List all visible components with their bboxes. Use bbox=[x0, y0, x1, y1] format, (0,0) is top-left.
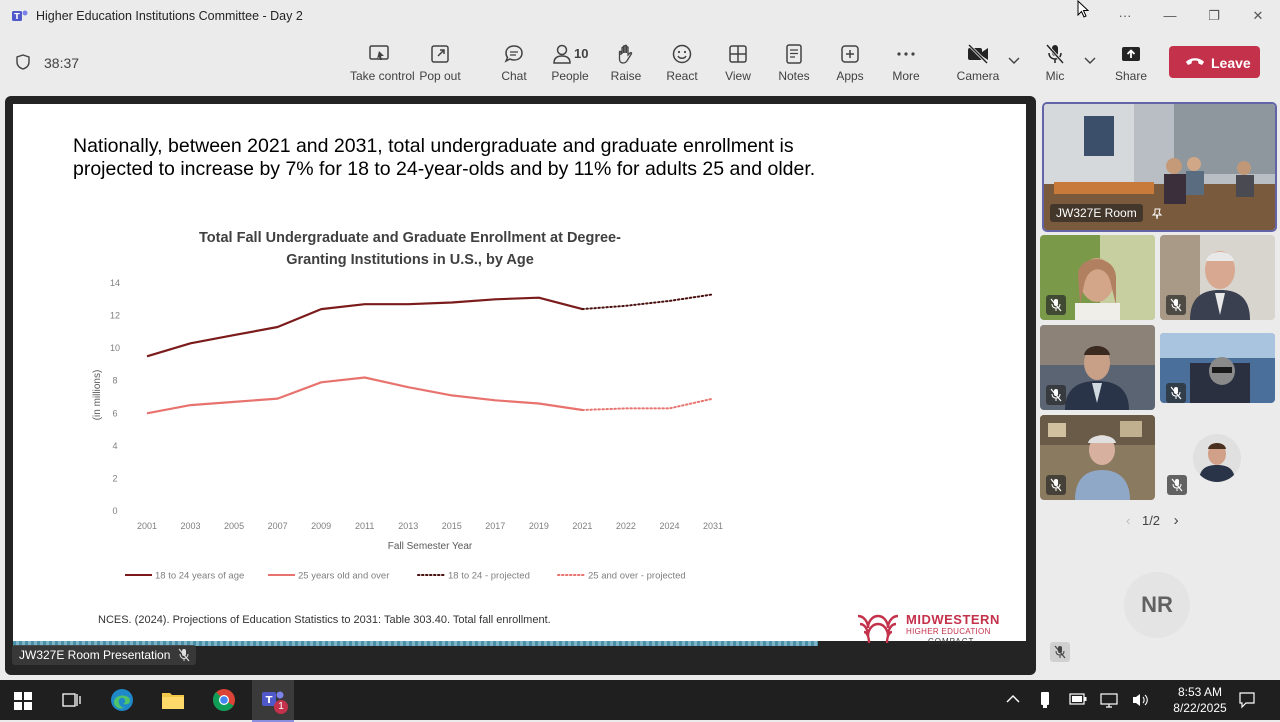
notes-button[interactable] bbox=[766, 40, 822, 90]
room-tile-label: JW327E Room bbox=[1050, 204, 1143, 222]
y-tick-label: 2 bbox=[112, 473, 118, 484]
muted-indicator bbox=[1046, 475, 1066, 495]
muted-indicator bbox=[1046, 295, 1066, 315]
usb-device-icon[interactable] bbox=[1040, 691, 1050, 709]
chrome-browser-icon[interactable] bbox=[212, 688, 236, 712]
network-icon[interactable] bbox=[1100, 692, 1118, 708]
raise-label: Raise bbox=[610, 69, 642, 83]
mic-off-icon bbox=[1046, 475, 1066, 495]
notes-label: Notes bbox=[778, 69, 810, 83]
x-tick-label: 2019 bbox=[528, 521, 549, 531]
chevron-left-icon[interactable]: ‹ bbox=[1126, 513, 1131, 528]
gallery-pager bbox=[1126, 512, 1179, 529]
slide-citation: NCES. (2024). Projections of Education Statistics to 2031: Table 303.40. Total fall enrollment. bbox=[98, 614, 551, 626]
share-icon bbox=[1120, 43, 1142, 65]
apps-label: Apps bbox=[836, 69, 864, 83]
people-count: 10 bbox=[574, 46, 589, 61]
react-button[interactable] bbox=[654, 40, 710, 90]
x-tick-label: 2021 bbox=[572, 521, 593, 531]
more-button[interactable] bbox=[878, 40, 934, 90]
participant-tile[interactable] bbox=[1040, 325, 1155, 410]
mic-off-icon bbox=[1046, 295, 1066, 315]
x-tick-label: 2013 bbox=[398, 521, 419, 531]
leave-button[interactable] bbox=[1169, 46, 1260, 78]
y-tick-label: 12 bbox=[109, 310, 121, 321]
logo-text-midwestern: MIDWESTERN bbox=[906, 612, 1000, 627]
view-label: View bbox=[725, 69, 751, 83]
notification-badge: 1 bbox=[274, 700, 288, 714]
clock-date: 8/22/2025 bbox=[1173, 701, 1227, 715]
volume-icon[interactable] bbox=[1131, 692, 1149, 708]
x-axis-label: Fall Semester Year bbox=[387, 541, 473, 552]
react-icon bbox=[671, 43, 693, 65]
pager-text: 1/2 bbox=[1141, 513, 1161, 528]
task-view-icon[interactable] bbox=[62, 691, 82, 709]
legend-label: 25 and over - projected bbox=[588, 570, 686, 582]
teams-logo-icon bbox=[12, 9, 28, 23]
minimize-button[interactable]: — bbox=[1163, 8, 1177, 23]
muted-indicator bbox=[1046, 385, 1066, 405]
view-grid-icon bbox=[727, 43, 749, 65]
apps-plus-icon bbox=[839, 43, 861, 65]
x-tick-label: 2015 bbox=[441, 521, 462, 531]
series-line-1 bbox=[147, 298, 582, 357]
clock-time: 8:53 AM bbox=[1177, 685, 1223, 699]
view-button[interactable] bbox=[710, 40, 766, 90]
system-clock[interactable] bbox=[1160, 684, 1240, 716]
phone-hangup-icon bbox=[1185, 56, 1205, 68]
shield-icon bbox=[16, 54, 30, 70]
legend-label: 18 to 24 - projected bbox=[448, 570, 530, 582]
people-icon bbox=[552, 43, 572, 65]
x-tick-label: 2017 bbox=[485, 521, 506, 531]
leave-label: Leave bbox=[1211, 55, 1251, 71]
y-tick-label: 4 bbox=[112, 440, 118, 451]
notification-center-icon[interactable] bbox=[1238, 691, 1256, 709]
teams-taskbar-button[interactable] bbox=[252, 680, 294, 722]
chart-title-line-2: Granting Institutions in U.S., by Age bbox=[286, 252, 534, 268]
legend-label: 18 to 24 years of age bbox=[155, 570, 245, 582]
enrollment-line-chart bbox=[70, 220, 770, 620]
y-axis-label: (in millions) bbox=[92, 369, 103, 421]
participant-tile-room[interactable] bbox=[1042, 102, 1277, 232]
x-tick-label: 2024 bbox=[659, 521, 680, 531]
pop-out-label: Pop out bbox=[419, 69, 461, 83]
close-button[interactable]: ✕ bbox=[1252, 8, 1264, 23]
participant-tile[interactable] bbox=[1160, 235, 1275, 320]
chat-icon bbox=[503, 43, 525, 65]
chevron-up-icon[interactable] bbox=[1006, 694, 1020, 704]
more-dots-icon bbox=[895, 43, 917, 65]
y-tick-label: 0 bbox=[112, 506, 118, 516]
midwestern-compact-logo-icon bbox=[856, 612, 900, 646]
x-tick-label: 2005 bbox=[224, 521, 245, 531]
logo-text-compact: COMPACT bbox=[928, 637, 975, 646]
pin-icon bbox=[1151, 208, 1163, 220]
take-control-button[interactable] bbox=[350, 40, 415, 90]
logo-text-higher-education: HIGHER EDUCATION bbox=[906, 627, 991, 636]
notes-icon bbox=[783, 43, 805, 65]
svg-text:T: T bbox=[265, 695, 273, 706]
share-button[interactable] bbox=[1103, 40, 1159, 90]
y-tick-label: 8 bbox=[112, 375, 118, 386]
headline-line-2: projected to increase by 7% for 18 to 24-year-olds and by 11% for adults 25 and older. bbox=[73, 158, 816, 180]
presenter-label bbox=[12, 645, 196, 665]
raise-hand-button[interactable] bbox=[598, 40, 654, 90]
people-button[interactable] bbox=[542, 40, 598, 90]
camera-button[interactable] bbox=[950, 40, 1006, 90]
people-label: People bbox=[551, 69, 589, 83]
x-tick-label: 2001 bbox=[136, 521, 158, 531]
mic-off-icon bbox=[178, 648, 190, 662]
participant-tile[interactable] bbox=[1160, 333, 1275, 403]
camera-label: Camera bbox=[956, 69, 1000, 83]
x-tick-label: 2031 bbox=[702, 521, 724, 531]
mic-button[interactable] bbox=[1027, 40, 1083, 90]
raise-hand-icon bbox=[615, 43, 637, 65]
take-control-label: Take control bbox=[350, 69, 415, 83]
svg-text:T: T bbox=[14, 12, 20, 21]
meeting-timer: 38:37 bbox=[44, 55, 80, 71]
mic-off-icon bbox=[1166, 383, 1186, 403]
x-tick-label: 2022 bbox=[615, 521, 636, 531]
muted-indicator bbox=[1050, 642, 1070, 662]
chart-title-line-1: Total Fall Undergraduate and Graduate Enrollment at Degree- bbox=[199, 230, 621, 246]
file-explorer-icon[interactable] bbox=[161, 689, 185, 711]
apps-button[interactable] bbox=[822, 40, 878, 90]
participant-tile[interactable] bbox=[1040, 415, 1155, 500]
mic-off-icon bbox=[1046, 385, 1066, 405]
y-axis-ticks bbox=[110, 278, 120, 516]
muted-indicator bbox=[1167, 475, 1187, 495]
series-line-4 bbox=[582, 399, 713, 410]
share-label: Share bbox=[1114, 69, 1148, 83]
x-tick-label: 2009 bbox=[311, 521, 332, 531]
chat-button[interactable] bbox=[486, 40, 542, 90]
x-tick-label: 2007 bbox=[267, 521, 288, 531]
react-label: React bbox=[666, 69, 698, 83]
battery-icon[interactable] bbox=[1069, 693, 1087, 705]
camera-chevron-down-icon[interactable] bbox=[1008, 57, 1020, 65]
participant-tile[interactable] bbox=[1040, 235, 1155, 320]
chevron-right-icon[interactable]: › bbox=[1173, 512, 1179, 529]
mouse-cursor-icon bbox=[1077, 0, 1089, 18]
mic-off-icon bbox=[1050, 642, 1070, 662]
presenter-label-text: JW327E Room Presentation bbox=[19, 648, 171, 662]
muted-indicator bbox=[1166, 295, 1186, 315]
camera-off-icon bbox=[966, 43, 990, 65]
edge-browser-icon[interactable] bbox=[110, 688, 134, 712]
more-label: More bbox=[892, 69, 920, 83]
legend-label: 25 years old and over bbox=[298, 570, 390, 582]
mic-off-icon bbox=[1044, 43, 1066, 65]
windows-start-icon[interactable] bbox=[14, 692, 32, 710]
avatar-photo bbox=[1193, 434, 1241, 482]
headline-line-1: Nationally, between 2021 and 2031, total undergraduate and graduate enrollment is bbox=[73, 135, 794, 157]
pop-out-button[interactable] bbox=[412, 40, 468, 90]
mic-off-icon bbox=[1167, 475, 1187, 495]
series-line-3 bbox=[582, 294, 713, 309]
chart-legend bbox=[125, 571, 686, 582]
avatar[interactable] bbox=[1193, 434, 1241, 482]
mic-off-icon bbox=[1166, 295, 1186, 315]
muted-indicator bbox=[1166, 383, 1186, 403]
x-tick-label: 2003 bbox=[180, 521, 201, 531]
x-axis-ticks bbox=[137, 521, 723, 531]
chat-label: Chat bbox=[501, 69, 527, 83]
x-tick-label: 2011 bbox=[355, 521, 375, 531]
take-control-icon bbox=[368, 43, 390, 65]
y-tick-label: 14 bbox=[109, 278, 121, 288]
windows-taskbar bbox=[0, 680, 1280, 720]
window-title: Higher Education Institutions Committee - Day 2 bbox=[36, 9, 303, 23]
restore-button[interactable]: ❐ bbox=[1208, 8, 1220, 23]
avatar-initials[interactable]: NR bbox=[1124, 572, 1190, 638]
pop-out-icon bbox=[429, 43, 451, 65]
y-tick-label: 6 bbox=[112, 408, 118, 419]
series-lines bbox=[147, 294, 713, 413]
mic-label: Mic bbox=[1045, 69, 1065, 83]
y-tick-label: 10 bbox=[109, 343, 121, 354]
mic-chevron-down-icon[interactable] bbox=[1084, 57, 1096, 65]
slide-headline bbox=[73, 135, 973, 181]
series-line-2 bbox=[147, 378, 582, 414]
more-options-icon[interactable]: ··· bbox=[1118, 8, 1132, 23]
